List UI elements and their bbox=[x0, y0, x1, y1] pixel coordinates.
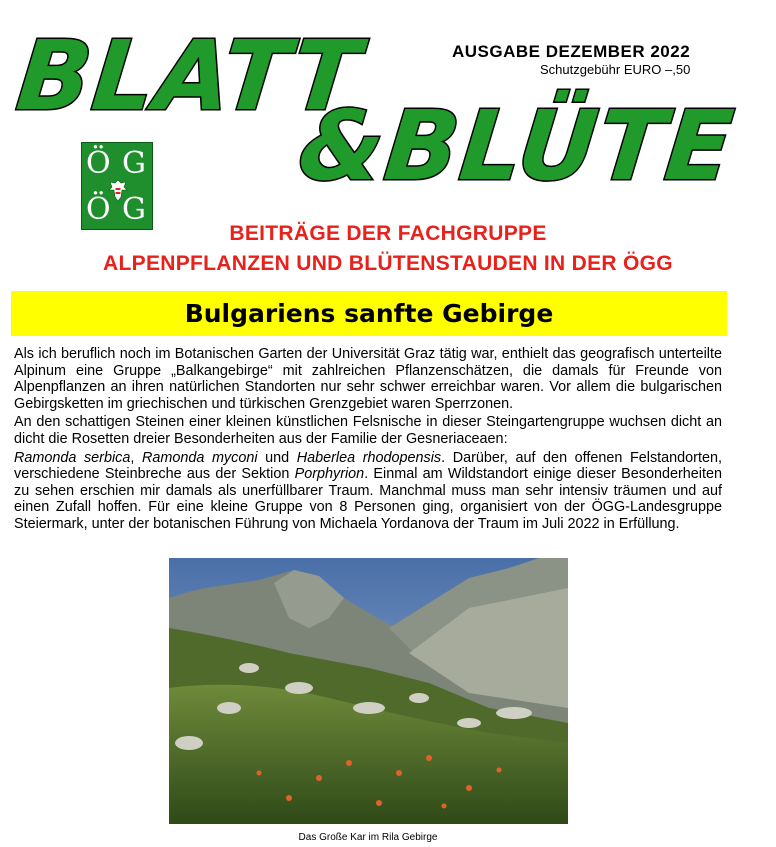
article-paragraph-1: Als ich beruflich noch im Botanischen Garten der Universität Graz tätig war, enthielt das geografisch unterteilte Alpinum eine Gruppe „Balkangebirge“ mit zahlreichen Pflanzenschätzen, die damals für Freunde von Alpenpflanzen an ihren natürlichen Standorten nur sehr schwer erreichbar waren. Vor allem die bulgarischen Gebirgsketten im griechischen und türkischen Grenzgebiet waren Sperrzonen. bbox=[14, 346, 722, 412]
subtitle-line-2: ALPENPFLANZEN UND BLÜTENSTAUDEN IN DER ÖGG bbox=[103, 252, 673, 275]
headline-banner bbox=[11, 291, 727, 336]
logo-letter: G bbox=[122, 192, 146, 227]
species-name: Ramonda myconi bbox=[141, 449, 258, 466]
logo-letter: Ö bbox=[86, 192, 111, 227]
paragraph-text: . Darüber, auf den offenen Felstandorten, verschiedene Steinbreche aus der Sektion bbox=[14, 449, 722, 483]
issue-date: AUSGABE DEZEMBER 2022 bbox=[452, 42, 691, 61]
article-headline: Bulgariens sanfte Gebirge bbox=[184, 299, 554, 328]
masthead-title-blatt: BLATT bbox=[12, 20, 367, 132]
oegg-logo bbox=[81, 142, 153, 230]
species-name: Ramonda serbica bbox=[14, 449, 131, 466]
logo-letter: Ö bbox=[86, 146, 111, 181]
plant-section-name: Porphyrion bbox=[294, 466, 365, 483]
article-body bbox=[14, 346, 722, 535]
text-separator: , bbox=[130, 449, 142, 466]
article-paragraph-2: An den schattigen Steinen einer kleinen künstlichen Felsnische in dieser Steingartengruppe wuchsen dicht an dicht die Rosetten dreier Besonderheiten aus der Familie der Gesneriaceaen: bbox=[14, 414, 722, 447]
species-name: Haberlea rhodopensis bbox=[296, 449, 442, 466]
subtitle-line-1: BEITRÄGE DER FACHGRUPPE bbox=[229, 222, 547, 245]
text-separator: und bbox=[257, 449, 297, 466]
mountain-landscape-photo bbox=[169, 558, 568, 824]
masthead-title-bluete: &BLÜTE bbox=[294, 90, 740, 202]
paragraph-text: . Einmal am Wildstandort einige dieser Besonderheiten zu sehen erschien mir damals als unerfüllbarer Traum. Manchmal muss man sehr intensiv träumen und auf einen Zufall hoffen. Für eine kleine Gruppe von 8 Personen ging, organisiert von der ÖGG-Landesgruppe Steiermark, unter der botanischen Führung von Michaela Yordanova der Traum im Juli 2022 in Erfüllung. bbox=[14, 466, 722, 532]
eagle-crest-icon bbox=[106, 177, 130, 203]
photo-caption: Das Große Kar im Rila Gebirge bbox=[298, 832, 438, 843]
article-paragraph-3 bbox=[14, 450, 722, 533]
logo-letter: G bbox=[122, 146, 146, 181]
protection-fee: Schutzgebühr EURO –,50 bbox=[540, 62, 691, 77]
